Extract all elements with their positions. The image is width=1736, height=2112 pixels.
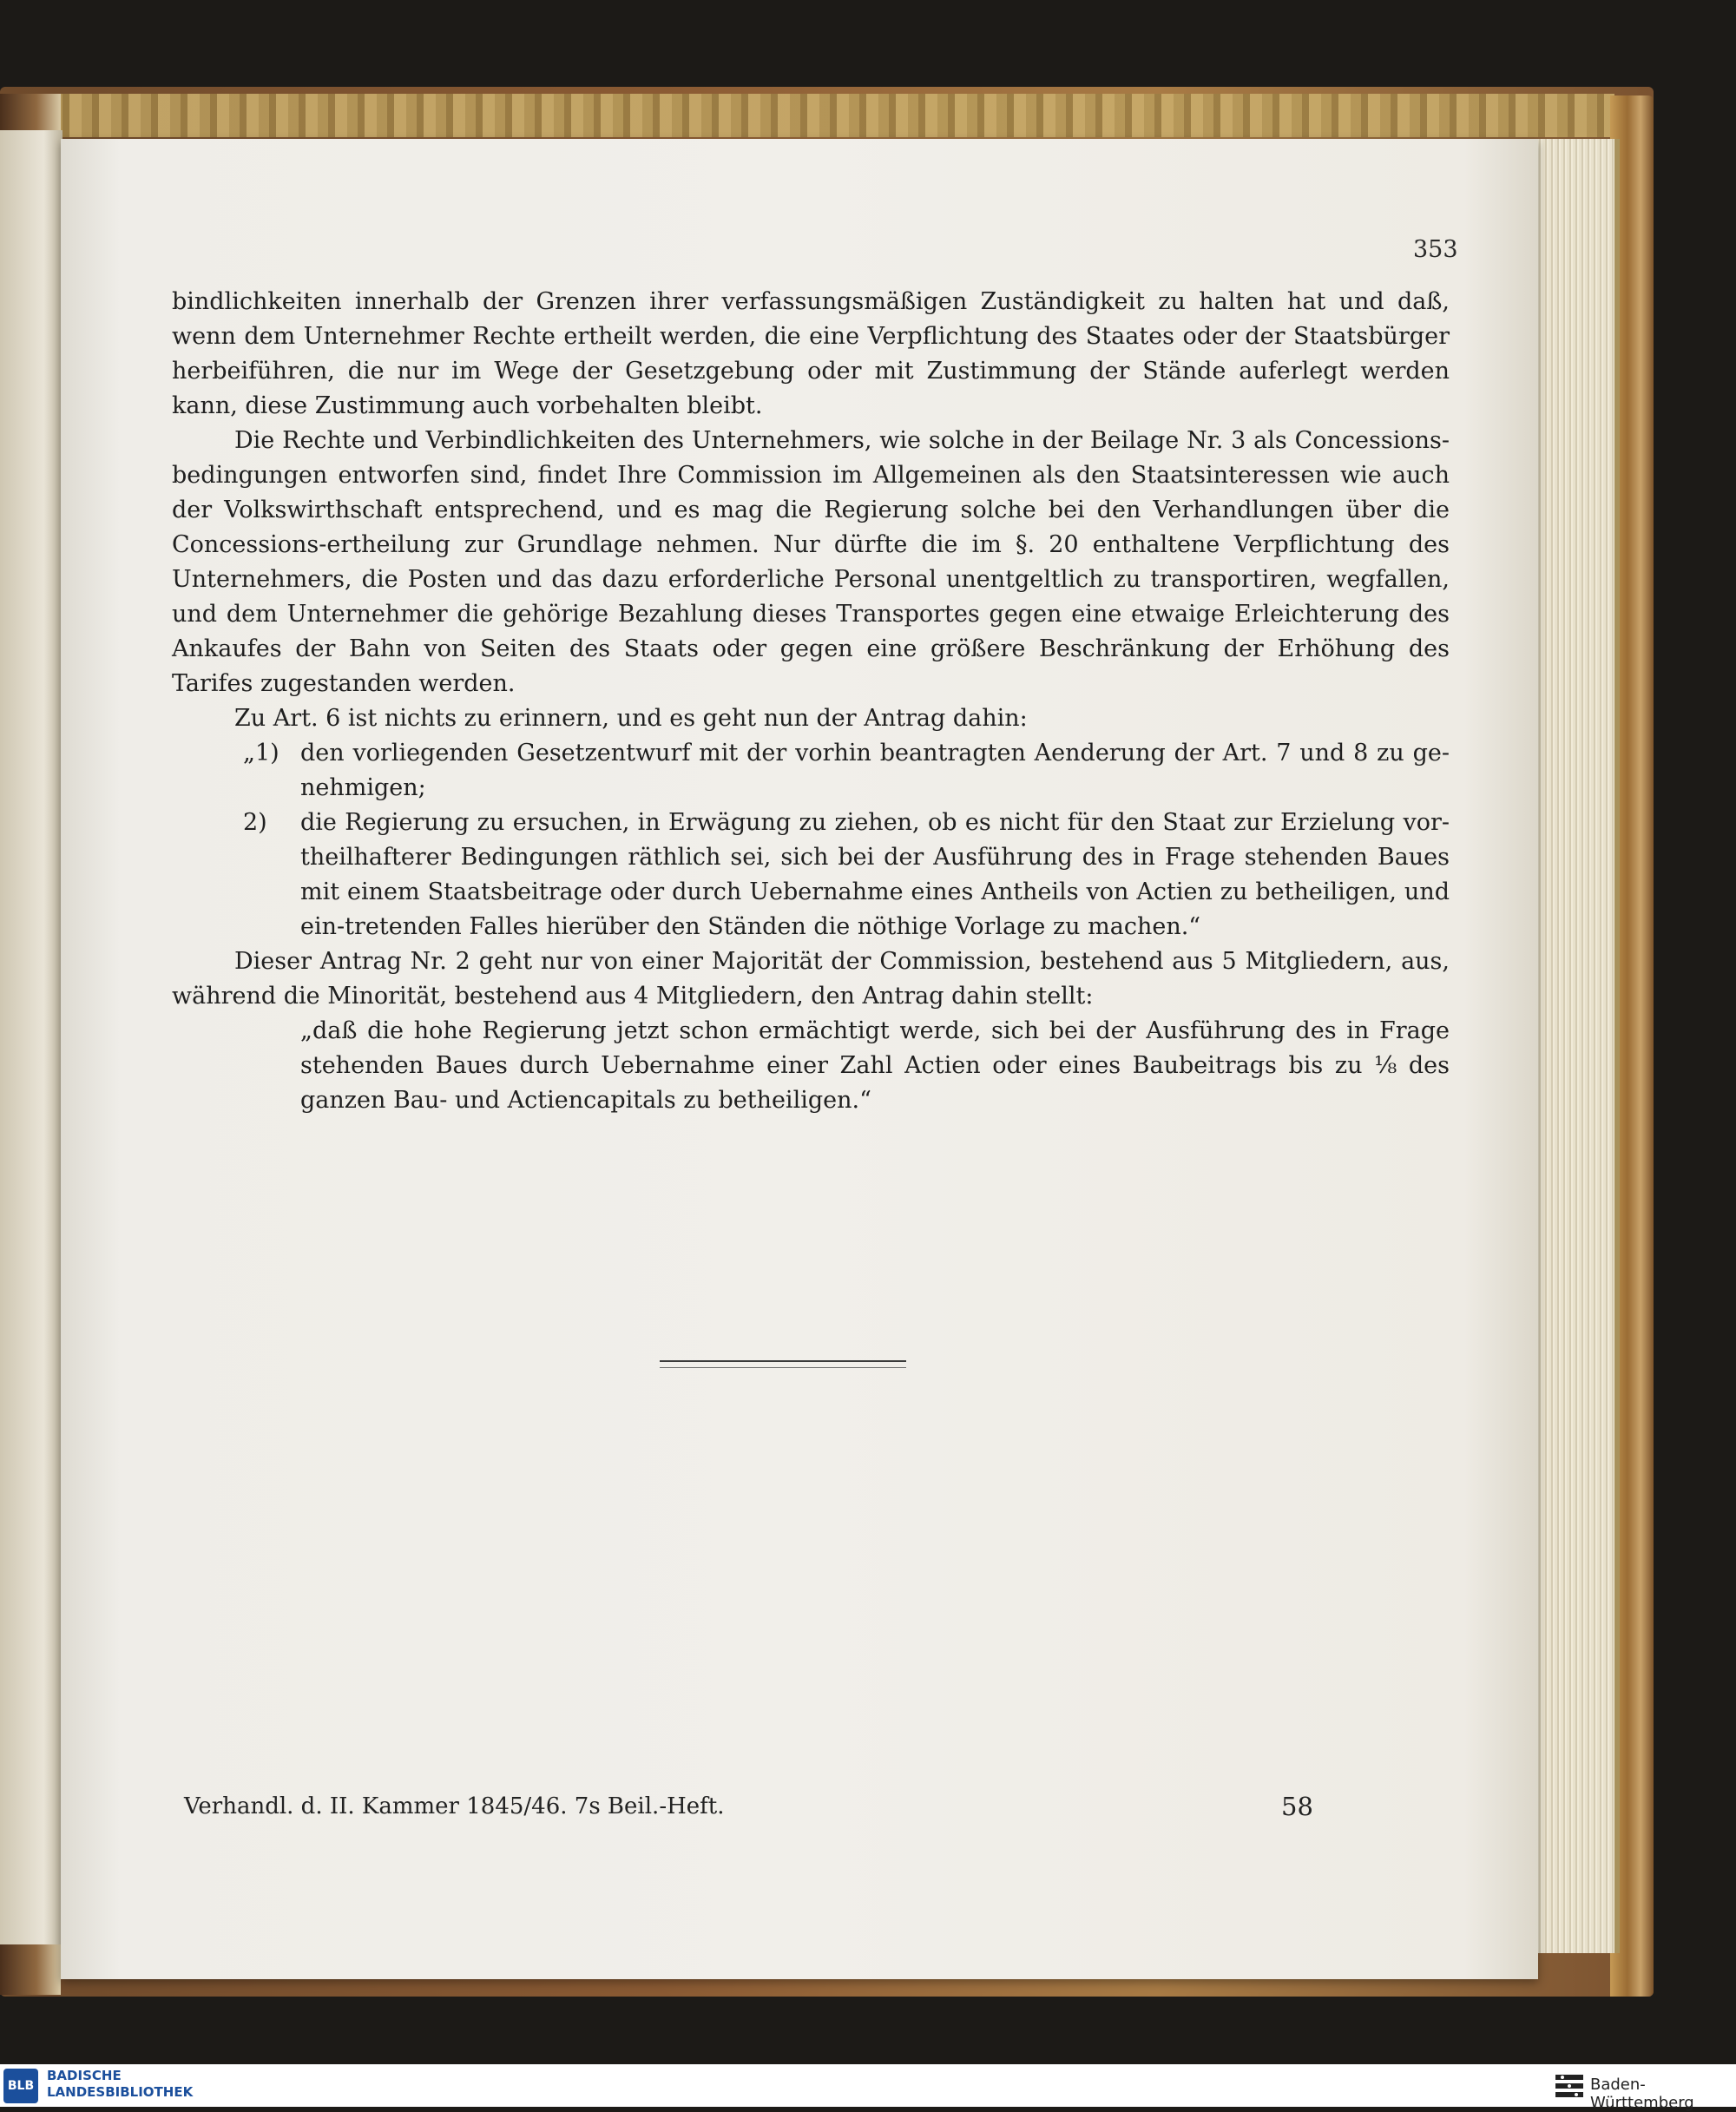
list-item — [172, 736, 1450, 806]
list-item-text: den vorliegenden Gesetzentwurf mit der vorhin beantragten Aenderung der Art. 7 und 8 zu ge-nehmigen; — [300, 740, 1450, 801]
paragraph-4: Dieser Antrag Nr. 2 geht nur von einer Majorität der Commission, bestehend aus 5 Mitgliedern, aus, während die Minorität, bestehend aus 4 Mitgliedern, den Antrag dahin stellt: — [172, 948, 1450, 1010]
page-number: 353 — [1413, 236, 1458, 263]
state-name: Baden-Württemberg — [1590, 2076, 1694, 2112]
section-divider — [660, 1360, 906, 1368]
list-item-number: 2) — [243, 809, 267, 836]
page-body — [172, 285, 1450, 1118]
paragraph-1: bindlichkeiten innerhalb der Grenzen ihrer verfassungsmäßigen Zuständigkeit zu halten hat und daß, wenn dem Unternehmer Rechte ertheilt werden, die eine Verpflichtung des Staates oder der Staatsbürger herbeiführen, die nur im Wege der Gesetzgebung oder mit Zustimmung der Stände auferlegt werden kann, diese Zustimmung auch vorbehalten bleibt. — [172, 288, 1450, 419]
list-item-text: die Regierung zu ersuchen, in Erwägung zu ziehen, ob es nicht für den Staat zur Erzielung vor-theilhafterer Bedingungen räthlich sei, sich bei der Ausführung des in Frage stehenden Baues mit einem Staatsbeitrage oder durch Uebernahme eines Antheils von Actien zu betheiligen, und ein-tretenden Falles hierüber den Ständen die nöthige Vorlage zu machen.“ — [300, 809, 1450, 940]
library-name-line1: BADISCHE — [47, 2068, 122, 2083]
paragraph-3: Zu Art. 6 ist nichts zu erinnern, und es geht nun der Antrag dahin: — [234, 705, 1028, 732]
blb-logo-text: BLB — [7, 2079, 35, 2093]
book-top-edge — [52, 94, 1614, 137]
page-stack-edge — [1536, 139, 1620, 1953]
institution-bar — [0, 2064, 1736, 2107]
list-item-number: „1) — [243, 740, 279, 767]
blb-logo-icon[interactable] — [3, 2069, 38, 2103]
proposal-list — [172, 736, 1450, 944]
list-item — [172, 806, 1450, 944]
footer-signature: Verhandl. d. II. Kammer 1845/46. 7s Beil.-Heft. — [184, 1793, 725, 1819]
footer-sheet-number: 58 — [1281, 1792, 1313, 1821]
baden-wuerttemberg-lions-icon[interactable] — [1554, 2071, 1585, 2101]
paragraph-2: Die Rechte und Verbindlichkeiten des Unternehmers, wie solche in der Beilage Nr. 3 als Concessions-bedingungen entworfen sind, findet Ihre Commission im Allgemeinen als den Staatsinteressen wie auch der Volkswirthschaft entsprechend, und es mag die Regierung solche bei den Verhandlungen über die Concessions-ertheilung zur Grundlage nehmen. Nur dürfte die im §. 20 enthaltene Verpflichtung des Unternehmers, die Posten und das dazu erforderliche Personal unentgeltlich zu transportiren, wegfallen, und dem Unternehmer die gehörige Bezahlung dieses Transportes gegen eine etwaige Erleichterung des Ankaufes der Bahn von Seiten des Staats oder gegen eine größere Beschränkung der Erhöhung des Tarifes zugestanden werden. — [172, 427, 1450, 697]
library-name — [47, 2068, 193, 2101]
minority-proposal-quote: „daß die hohe Regierung jetzt schon ermächtigt werde, sich bei der Ausführung des in Frage stehenden Baues durch Uebernahme einer Zahl Actien oder eines Baubeitrags bis zu ⅛ des ganzen Bau- und Actiencapitals zu betheiligen.“ — [300, 1017, 1450, 1114]
library-name-line2: LANDESBIBLIOTHEK — [47, 2084, 194, 2100]
left-page-edge — [0, 130, 62, 1944]
